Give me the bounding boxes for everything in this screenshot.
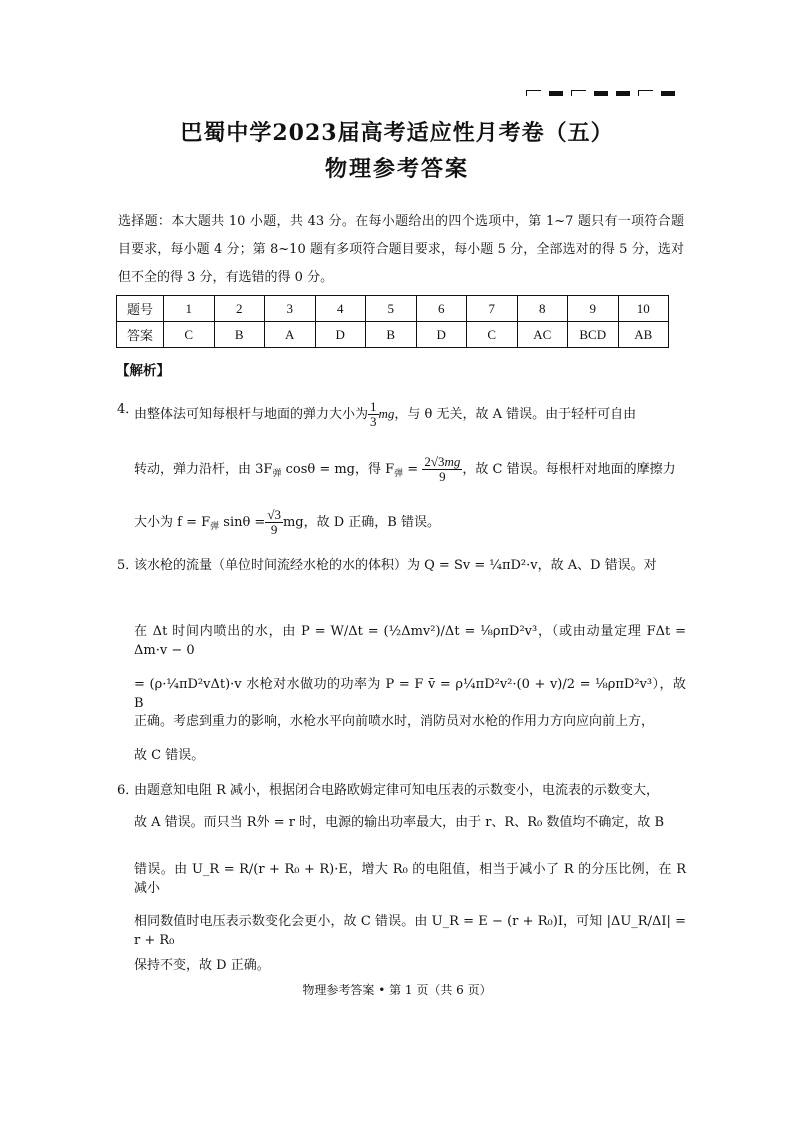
q6-line3: 错误。由 U_R = R/(r + R₀ + R)·E，增大 R₀ 的电阻值，相当于减小了 R 的分压比例，在 R 减小 <box>134 862 686 896</box>
q5-line2: 在 Δt 时间内喷出的水，由 P = W/Δt = (½Δmv²)/Δt = ⅛ρπD²v³，（或由动量定理 FΔt = Δm·v − 0 <box>134 624 686 658</box>
page-title: 巴蜀中学2023届高考适应性月考卷（五） <box>180 120 614 146</box>
analysis-heading: 【解析】 <box>116 363 170 379</box>
q6-line5: 保持不变，故 D 正确。 <box>134 958 270 973</box>
q5-line3: = (ρ·¼πD²vΔt)·v 水枪对水做功的功率为 P = F v̄ = ρ¼πD²v²·(0 + v)/2 = ⅛ρπD²v³），故 B <box>134 677 686 711</box>
q6-line4: 相同数值时电压表示数变化会更小，故 C 错误。由 U_R = E − (r + R₀)I，可知 |ΔU_R/ΔI| = r + R₀ <box>134 914 686 948</box>
q5-line1: 5． 该水枪的流量（单位时间流经水枪的水的体积）为 Q = Sv = ¼πD²·v，故 A、D 错误。对 <box>117 558 657 573</box>
q5-line5: 故 C 错误。 <box>134 748 205 763</box>
intro-text: 选择题：本大题共 10 小题，共 43 分。在每小题给出的四个选项中，第 1~7 题只有一项符合题目要求，每小题 4 分；第 8~10 题有多项符合题目要求，每小题 5 分，全部选对的得 5 分，选对但不全的得 3 分，有选错的得 0 分。 <box>118 214 684 285</box>
q4-line3: 大小为 $f = F_弹$ sinθ = $\frac{√3}{9}$ mg，故 D 正确，B 错误。 <box>134 507 440 537</box>
table-row: 答案 C B A D B D C AC BCD AB <box>117 322 669 348</box>
answer-table <box>116 295 669 348</box>
table-row: 题号 1 2 3 4 5 6 7 8 9 10 <box>117 296 669 322</box>
q4-line1: 4． 由整体法可知每根杆与地面的弹力大小为 $\frac{1}{3}$ mg，与 θ 无关，故 A 错误。由于轻杆可自由 <box>117 399 637 429</box>
q6-line1: 6． 由题意知电阻 R 减小，根据闭合电路欧姆定律可知电压表的示数变小，电流表的示数变大， <box>117 783 660 798</box>
q5-line4: 正确。考虑到重力的影响，水枪水平向前喷水时，消防员对水枪的作用力方向应向前上方， <box>134 714 655 729</box>
q6-line2: 故 A 错误。而只当 R外 = r 时，电源的输出功率最大，由于 r、R、R₀ 数值均不确定，故 B <box>134 815 665 830</box>
row-label: 题号 <box>117 296 164 322</box>
page-subtitle: 物理参考答案 <box>324 156 469 182</box>
row-label: 答案 <box>117 322 164 348</box>
q4-line2: 转动，弹力沿杆，由 $3F_弹$ cosθ = mg，得 $F_弹$ = $\frac{2√3mg}{9}$ ，故 C 错误。每根杆对地面的摩擦力 <box>134 454 676 484</box>
page-footer: 物理参考答案 • 第 1 页（共 6 页） <box>302 983 492 997</box>
corner-marks <box>526 88 683 100</box>
